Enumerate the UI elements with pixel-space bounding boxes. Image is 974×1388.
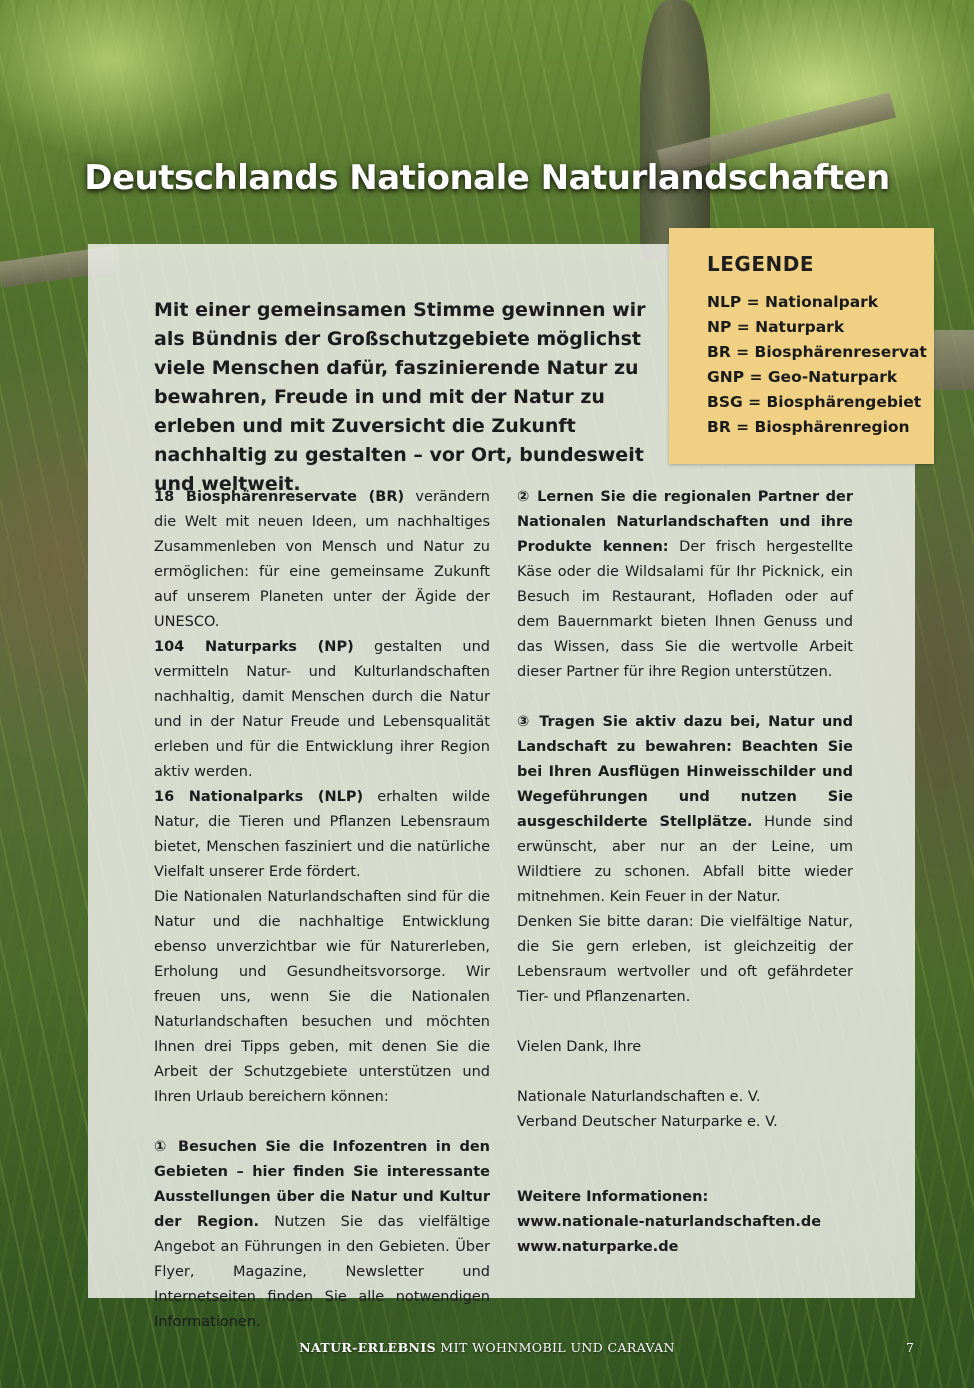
page-title: Deutschlands Nationale Naturlandschaften [84,158,890,198]
nationalpark-paragraph [154,785,490,885]
organisation-2: Verband Deutscher Naturparke e. V. [517,1114,778,1130]
legend-item: NLP = Nationalpark [707,293,879,311]
nationalpark-label: 16 Nationalparks (NLP) [154,789,364,805]
closing-paragraph: Denken Sie bitte daran: Die vielfältige Natur, die Sie gern erleben, ist gleichzeitig der Lebensraum wertvoller und oft gefährdeter Tier- und Pflanzenarten. [517,914,853,1005]
tip-2-paragraph [517,485,853,685]
legend-item: BR = Biosphärenreservat [707,343,927,361]
legend-item: NP = Naturpark [707,318,845,336]
tip-1-text: Nutzen Sie das vielfältige Angebot an Führungen in den Gebieten. Über Flyer, Magazine, Newsletter und Internetseiten finden Sie alle notwendigen Informationen. [154,1214,490,1330]
biosphere-text: verändern die Welt mit neuen Ideen, um nachhaltiges Zusammenleben von Mensch und Natur zu ermöglichen: für eine gemeinsame Zukunft auf unserem Planeten unter der Ägide der UNESCO. [154,489,490,630]
footer-bold: NATUR-ERLEBNIS [299,1340,437,1355]
tip-2-text: Der frisch hergestellte Käse oder die Wildsalami für Ihr Picknick, ein Besuch im Restaurant, Hofladen oder auf dem Bauernmarkt bieten Ihnen Genuss und das Wissen, dass Sie die wertvolle Arbeit dieser Partner für ihre Region unterstützen. [517,539,853,680]
tip-3-paragraph [517,710,853,910]
biosphere-label: 18 Biosphärenreservate (BR) [154,489,405,505]
naturpark-paragraph [154,635,490,785]
thanks-line: Vielen Dank, Ihre [517,1039,642,1055]
intro-paragraph: Mit einer gemeinsamen Stimme gewinnen wir als Bündnis der Großschutzgebiete möglichst viele Menschen dafür, faszinierende Natur zu bewahren, Freude in und mit der Natur zu erleben und mit Zuversicht die Zukunft nachhaltig zu gestalten – vor Ort, bundesweit und weltweit. [154,299,646,495]
tip-3-heading: ③ Tragen Sie aktiv dazu bei, Natur und Landschaft zu bewahren: Beachten Sie bei Ihren Ausflügen Hinweisschilder und Wegeführungen und nutzen Sie ausgeschilderte Stellplätze. [517,714,853,830]
tip-2-heading: ② Lernen Sie die regionalen Partner der Nationalen Naturlandschaften und ihre Produkte kennen: [517,489,853,555]
naturpark-text: gestalten und vermitteln Natur- und Kulturlandschaften nachhaltig, damit Menschen durch die Natur und in der Natur Freude und Lebensqualität erleben und für die Entwicklung ihrer Region aktiv werden. [154,639,490,780]
tips-intro-paragraph: Die Nationalen Naturlandschaften sind für die Natur und die nachhaltige Entwicklung ebenso unverzichtbar wie für Naturerleben, Erholung und Gesundheitsvorsorge. Wir freuen uns, wenn Sie die Nationalen Naturlandschaften besuchen und möchten Ihnen drei Tipps geben, mit denen Sie die Arbeit der Schutzgebiete unterstützen und Ihren Urlaub bereichern können: [154,889,490,1105]
legend-item: BSG = Biosphärengebiet [707,393,922,411]
legend-item: GNP = Geo-Naturpark [707,368,898,386]
tree-trunk-decoration [640,0,710,260]
tip-1-paragraph [154,1135,490,1335]
naturpark-label: 104 Naturparks (NP) [154,639,354,655]
tip-1-heading: ① Besuchen Sie die Infozentren in den Gebieten – hier finden Sie interessante Ausstellungen über die Natur und Kultur der Region. [154,1139,490,1230]
footer-running-title [0,1340,974,1355]
url-link-naturlandschaften[interactable]: www.nationale-naturlandschaften.de [517,1214,822,1230]
page-number: 7 [906,1340,914,1355]
nationalpark-text: erhalten wilde Natur, die Tieren und Pflanzen Lebensraum bietet, Menschen fasziniert und die natürliche Vielfalt unserer Erde fördert. [154,789,490,880]
tip-3-text: Hunde sind erwünscht, aber nur an der Leine, um Wildtiere zu schonen. Abfall bitte wieder mitnehmen. Kein Feuer in der Natur. [517,814,853,905]
text-column-left [154,485,490,1335]
organisation-1: Nationale Naturlandschaften e. V. [517,1089,761,1105]
legend-item: BR = Biosphärenregion [707,418,910,436]
more-info-label: Weitere Informationen: [517,1189,709,1205]
footer-rest: MIT WOHNMOBIL UND CARAVAN [436,1340,675,1355]
text-column-right [517,485,853,1260]
legend-box [669,228,934,464]
legend-heading: LEGENDE [707,252,814,276]
url-link-naturparke[interactable]: www.naturparke.de [517,1239,679,1255]
biosphere-paragraph [154,485,490,635]
